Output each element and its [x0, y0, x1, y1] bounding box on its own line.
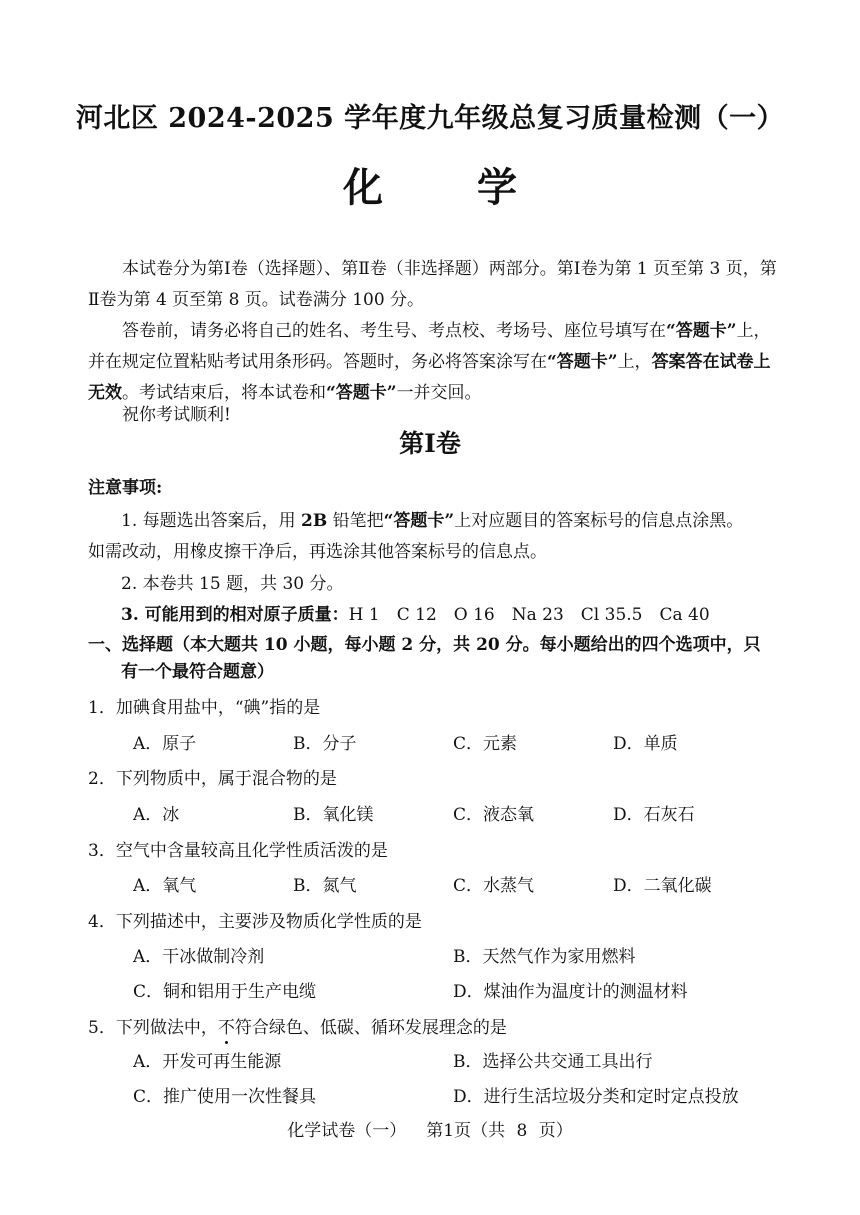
page-number: 第1页（共 8 页）: [426, 1121, 573, 1141]
question-3-option-b: B．氮气: [293, 876, 357, 896]
question-1-option-d: D．单质: [613, 734, 678, 754]
question-3-stem: 3．空气中含量较高且化学性质活泼的是: [88, 841, 388, 861]
question-4-stem: 4．下列描述中，主要涉及物质化学性质的是: [88, 912, 422, 932]
notice-item-2: 2. 本卷共 15 题，共 30 分。: [121, 574, 344, 594]
paper-name: 化学试卷（一）: [287, 1121, 407, 1141]
notice-heading: 注意事项:: [88, 478, 163, 498]
notice-text: 上对应题目的答案标号的信息点涂黑。: [454, 511, 744, 531]
notice-item-1-cont: 如需改动，用橡皮擦干净后，再选涂其他答案标号的信息点。: [88, 542, 547, 562]
question-1-option-a: A．原子: [133, 734, 197, 754]
question-5-option-b: B．选择公共交通工具出行: [453, 1052, 653, 1072]
answer-card-term: “答题卡”: [326, 383, 397, 403]
question-text: 5．下列做法中，: [88, 1018, 218, 1038]
question-4-option-d: D．煤油作为温度计的测温材料: [453, 982, 688, 1002]
intro-text: 上，并在规定位置粘贴考试用条形码。答题时，务必将答案涂写在: [88, 321, 771, 372]
question-1-option-b: B．分子: [293, 734, 357, 754]
question-text: 符合绿色、低碳、循环发展理念的是: [234, 1018, 507, 1038]
question-3-option-c: C．水蒸气: [453, 876, 535, 896]
intro-paragraph-1: 本试卷分为第Ⅰ卷（选择题）、第Ⅱ卷（非选择题）两部分。第Ⅰ卷为第 1 页至第 3 页，第Ⅱ卷为第 4 页至第 8 页。试卷满分 100 分。: [88, 259, 777, 310]
section-1-heading: 一、选择题（本大题共 10 小题，每小题 2 分，共 20 分。每小题给出的四个选项中，只: [88, 635, 761, 655]
question-5-option-a: A．开发可再生能源: [133, 1052, 282, 1072]
question-2-stem: 2．下列物质中，属于混合物的是: [88, 769, 337, 789]
question-1-stem: 1．加碘食用盐中，“碘”指的是: [88, 698, 321, 718]
question-4-option-b: B．天然气作为家用燃料: [453, 947, 636, 967]
question-2-option-b: B．氧化镁: [293, 805, 374, 825]
intro-text: 上，: [617, 352, 652, 372]
notice-item-1: [121, 506, 743, 531]
good-luck-text: 祝你考试顺利!: [122, 405, 231, 425]
notice-text: 铅笔把: [327, 511, 384, 531]
subject-title: 化 学: [343, 164, 557, 211]
notice-text: 1. 每题选出答案后，用: [121, 511, 302, 531]
question-2-option-d: D．石灰石: [613, 805, 695, 825]
intro-text: 。考试结束后，将本试卷和: [122, 383, 326, 403]
question-5-option-c: C．推广使用一次性餐具: [133, 1087, 317, 1107]
section-1-heading-cont: 有一个最符合题意）: [121, 662, 274, 682]
emphasis-not: 不: [217, 1018, 235, 1038]
pencil-grade: 2B: [301, 511, 328, 531]
answer-card-term: “答题卡”: [547, 352, 618, 372]
question-2-option-c: C．液态氧: [453, 805, 535, 825]
question-5-option-d: D．进行生活垃圾分类和定时定点投放: [453, 1087, 739, 1107]
intro-paragraph-2: [88, 316, 778, 409]
question-3-option-d: D．二氧化碳: [613, 876, 712, 896]
notice-item-3: [121, 600, 710, 625]
page-footer: [0, 1116, 860, 1141]
question-4-option-c: C．铜和铝用于生产电缆: [133, 982, 317, 1002]
question-3-option-a: A．氧气: [133, 876, 197, 896]
intro-text: 答卷前，请务必将自己的姓名、考生号、考点校、考场号、座位号填写在: [122, 321, 666, 341]
volume-title: 第Ⅰ卷: [399, 429, 461, 458]
atomic-mass-values: H 1 C 12 O 16 Na 23 Cl 35.5 Ca 40: [348, 605, 710, 625]
question-4-option-a: A．干冰做制冷剂: [133, 947, 265, 967]
question-2-option-a: A．冰: [133, 805, 180, 825]
intro-text: 一并交回。: [396, 383, 482, 403]
answer-card-term: “答题卡”: [666, 321, 737, 341]
exam-title: 河北区 2024-2025 学年度九年级总复习质量检测（一）: [75, 103, 785, 134]
answer-card-term: “答题卡”: [383, 511, 455, 531]
question-1-option-c: C．元素: [453, 734, 518, 754]
invalid-answer-warning: 答案答在试卷上无效: [88, 352, 771, 403]
atomic-mass-label: 3. 可能用到的相对原子质量：: [121, 605, 349, 625]
question-5-stem: [88, 1013, 507, 1038]
